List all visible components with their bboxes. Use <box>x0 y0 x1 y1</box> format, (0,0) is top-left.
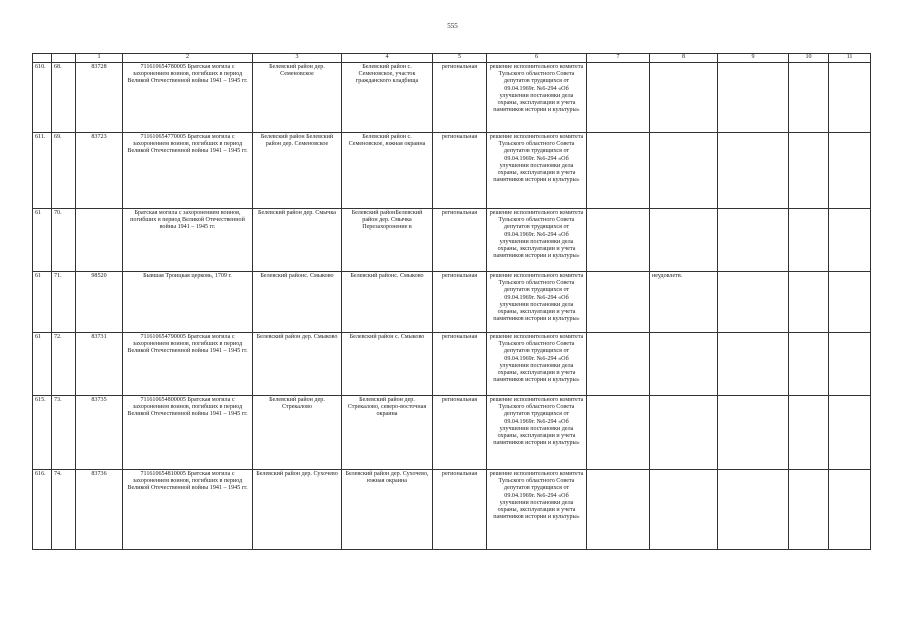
cell-c5: региональная <box>433 470 487 550</box>
table-header-row <box>33 54 871 63</box>
cell-c8 <box>650 470 718 550</box>
cell-c9 <box>718 272 789 333</box>
header-cell: 6 <box>487 54 587 63</box>
cell-c11 <box>829 333 871 396</box>
header-cell: 11 <box>829 54 871 63</box>
cell-c9 <box>718 133 789 209</box>
cell-c7 <box>587 333 650 396</box>
cell-c4: Белевский район дер. Стрекалово, северо-восточная окраина <box>342 396 433 470</box>
cell-c2: Бывшая Троицкая церковь, 1709 г. <box>123 272 253 333</box>
cell-num: 615. <box>33 396 52 470</box>
cell-c7 <box>587 63 650 133</box>
cell-idx: 68. <box>52 63 76 133</box>
cell-c9 <box>718 333 789 396</box>
cell-c10 <box>789 133 829 209</box>
header-cell <box>33 54 52 63</box>
table-row <box>33 209 871 272</box>
cell-c8 <box>650 333 718 396</box>
cell-num: 61 <box>33 209 52 272</box>
cell-c8 <box>650 63 718 133</box>
cell-idx: 74. <box>52 470 76 550</box>
cell-c6: решение исполнительного комитета Тульского областного Совета депутатов трудящихся от 09.04.1969г. №6-294 «Об улучшении постановки дела охраны, эксплуатации и учета памятников истории и культуры» <box>487 272 587 333</box>
cell-c1: 98520 <box>76 272 123 333</box>
cell-c10 <box>789 209 829 272</box>
cell-c1: 83731 <box>76 333 123 396</box>
cell-c4: Белевский районБелевский район дер. Смычка Перезахоронение в <box>342 209 433 272</box>
cell-c7 <box>587 209 650 272</box>
header-cell <box>52 54 76 63</box>
cell-c1: 83728 <box>76 63 123 133</box>
cell-c9 <box>718 209 789 272</box>
cell-c5: региональная <box>433 396 487 470</box>
cell-c10 <box>789 396 829 470</box>
cell-c11 <box>829 209 871 272</box>
cell-c7 <box>587 470 650 550</box>
cell-c2: 711610654770005 Братская могила с захоронением воинов, погибших в период Великой Отечественной войны 1941 – 1945 гг. <box>123 133 253 209</box>
table-row <box>33 63 871 133</box>
cell-c10 <box>789 333 829 396</box>
header-cell: 1 <box>76 54 123 63</box>
cell-c4: Белевский район дер. Сухочево, южная окраина <box>342 470 433 550</box>
table-row <box>33 133 871 209</box>
cell-c5: региональная <box>433 133 487 209</box>
monuments-register-table <box>32 53 871 550</box>
cell-c1 <box>76 209 123 272</box>
cell-c11 <box>829 470 871 550</box>
cell-num: 61 <box>33 333 52 396</box>
cell-c2: 711610654800005 Братская могила с захоронением воинов, погибших в период Великой Отечественной войны 1941 – 1945 гг. <box>123 396 253 470</box>
cell-c11 <box>829 133 871 209</box>
cell-c8: неудовлетв. <box>650 272 718 333</box>
cell-c2: Братская могила с захоронением воинов, погибших в период Великой Отечественной войны 1941 – 1945 гг. <box>123 209 253 272</box>
cell-c9 <box>718 470 789 550</box>
table-row <box>33 333 871 396</box>
header-cell: 7 <box>587 54 650 63</box>
cell-c7 <box>587 133 650 209</box>
cell-c5: региональная <box>433 333 487 396</box>
header-cell: 3 <box>253 54 342 63</box>
cell-c11 <box>829 272 871 333</box>
cell-c3: Белевский район дер. Семеновское <box>253 63 342 133</box>
cell-c1: 83736 <box>76 470 123 550</box>
cell-c2: 711610654790005 Братская могила с захоронением воинов, погибших в период Великой Отечественной войны 1941 – 1945 гг. <box>123 333 253 396</box>
cell-c4: Белевский район с. Семеновское, участок гражданского кладбища <box>342 63 433 133</box>
cell-num: 610. <box>33 63 52 133</box>
header-cell: 4 <box>342 54 433 63</box>
cell-c7 <box>587 272 650 333</box>
cell-c10 <box>789 470 829 550</box>
cell-c1: 83735 <box>76 396 123 470</box>
cell-c3: Белевский район Белевский район дер. Семеновское <box>253 133 342 209</box>
table-row <box>33 272 871 333</box>
cell-c10 <box>789 63 829 133</box>
cell-c4: Белевский район с. Смыково <box>342 333 433 396</box>
cell-num: 61 <box>33 272 52 333</box>
cell-c3: Белевский район дер. Смычка <box>253 209 342 272</box>
cell-c6: решение исполнительного комитета Тульского областного Совета депутатов трудящихся от 09.04.1969г. №6-294 «Об улучшении постановки дела охраны, эксплуатации и учета памятников истории и культуры» <box>487 209 587 272</box>
cell-c7 <box>587 396 650 470</box>
cell-c8 <box>650 133 718 209</box>
cell-c3: Белевский район дер. Сухочево <box>253 470 342 550</box>
cell-c9 <box>718 396 789 470</box>
cell-c4: Белевский район с. Семеновское, южная окраина <box>342 133 433 209</box>
cell-c9 <box>718 63 789 133</box>
cell-c6: решение исполнительного комитета Тульского областного Совета депутатов трудящихся от 09.04.1969г. №6-294 «Об улучшении постановки дела охраны, эксплуатации и учета памятников истории и культуры» <box>487 63 587 133</box>
cell-num: 611. <box>33 133 52 209</box>
cell-idx: 71. <box>52 272 76 333</box>
cell-c6: решение исполнительного комитета Тульского областного Совета депутатов трудящихся от 09.04.1969г. №6-294 «Об улучшении постановки дела охраны, эксплуатации и учета памятников истории и культуры» <box>487 396 587 470</box>
cell-c3: Белевский район дер. Стрекалово <box>253 396 342 470</box>
table-row <box>33 396 871 470</box>
cell-c6: решение исполнительного комитета Тульского областного Совета депутатов трудящихся от 09.04.1969г. №6-294 «Об улучшении постановки дела охраны, эксплуатации и учета памятников истории и культуры» <box>487 470 587 550</box>
cell-c2: 711610654780005 Братская могила с захоронением воинов, погибших в период Великой Отечественной войны 1941 – 1945 гг. <box>123 63 253 133</box>
header-cell: 10 <box>789 54 829 63</box>
header-cell: 8 <box>650 54 718 63</box>
header-cell: 2 <box>123 54 253 63</box>
cell-c11 <box>829 63 871 133</box>
cell-idx: 70. <box>52 209 76 272</box>
cell-c8 <box>650 209 718 272</box>
cell-c6: решение исполнительного комитета Тульского областного Совета депутатов трудящихся от 09.04.1969г. №6-294 «Об улучшении постановки дела охраны, эксплуатации и учета памятников истории и культуры» <box>487 133 587 209</box>
header-cell: 9 <box>718 54 789 63</box>
cell-c2: 711610654810005 Братская могила с захоронением воинов, погибших в период Великой Отечественной войны 1941 – 1945 гг. <box>123 470 253 550</box>
cell-c10 <box>789 272 829 333</box>
cell-num: 616. <box>33 470 52 550</box>
cell-c3: Белевский район дер. Смыково <box>253 333 342 396</box>
cell-c3: Белевский районс. Смыково <box>253 272 342 333</box>
page-number: 555 <box>447 22 458 30</box>
cell-c5: региональная <box>433 272 487 333</box>
cell-c4: Белевский районс. Смыково <box>342 272 433 333</box>
cell-c11 <box>829 396 871 470</box>
cell-c5: региональная <box>433 63 487 133</box>
cell-idx: 72. <box>52 333 76 396</box>
table-row <box>33 470 871 550</box>
cell-c5: региональная <box>433 209 487 272</box>
cell-idx: 73. <box>52 396 76 470</box>
cell-idx: 69. <box>52 133 76 209</box>
cell-c1: 83723 <box>76 133 123 209</box>
header-cell: 5 <box>433 54 487 63</box>
cell-c8 <box>650 396 718 470</box>
cell-c6: решение исполнительного комитета Тульского областного Совета депутатов трудящихся от 09.04.1969г. №6-294 «Об улучшении постановки дела охраны, эксплуатации и учета памятников истории и культуры» <box>487 333 587 396</box>
